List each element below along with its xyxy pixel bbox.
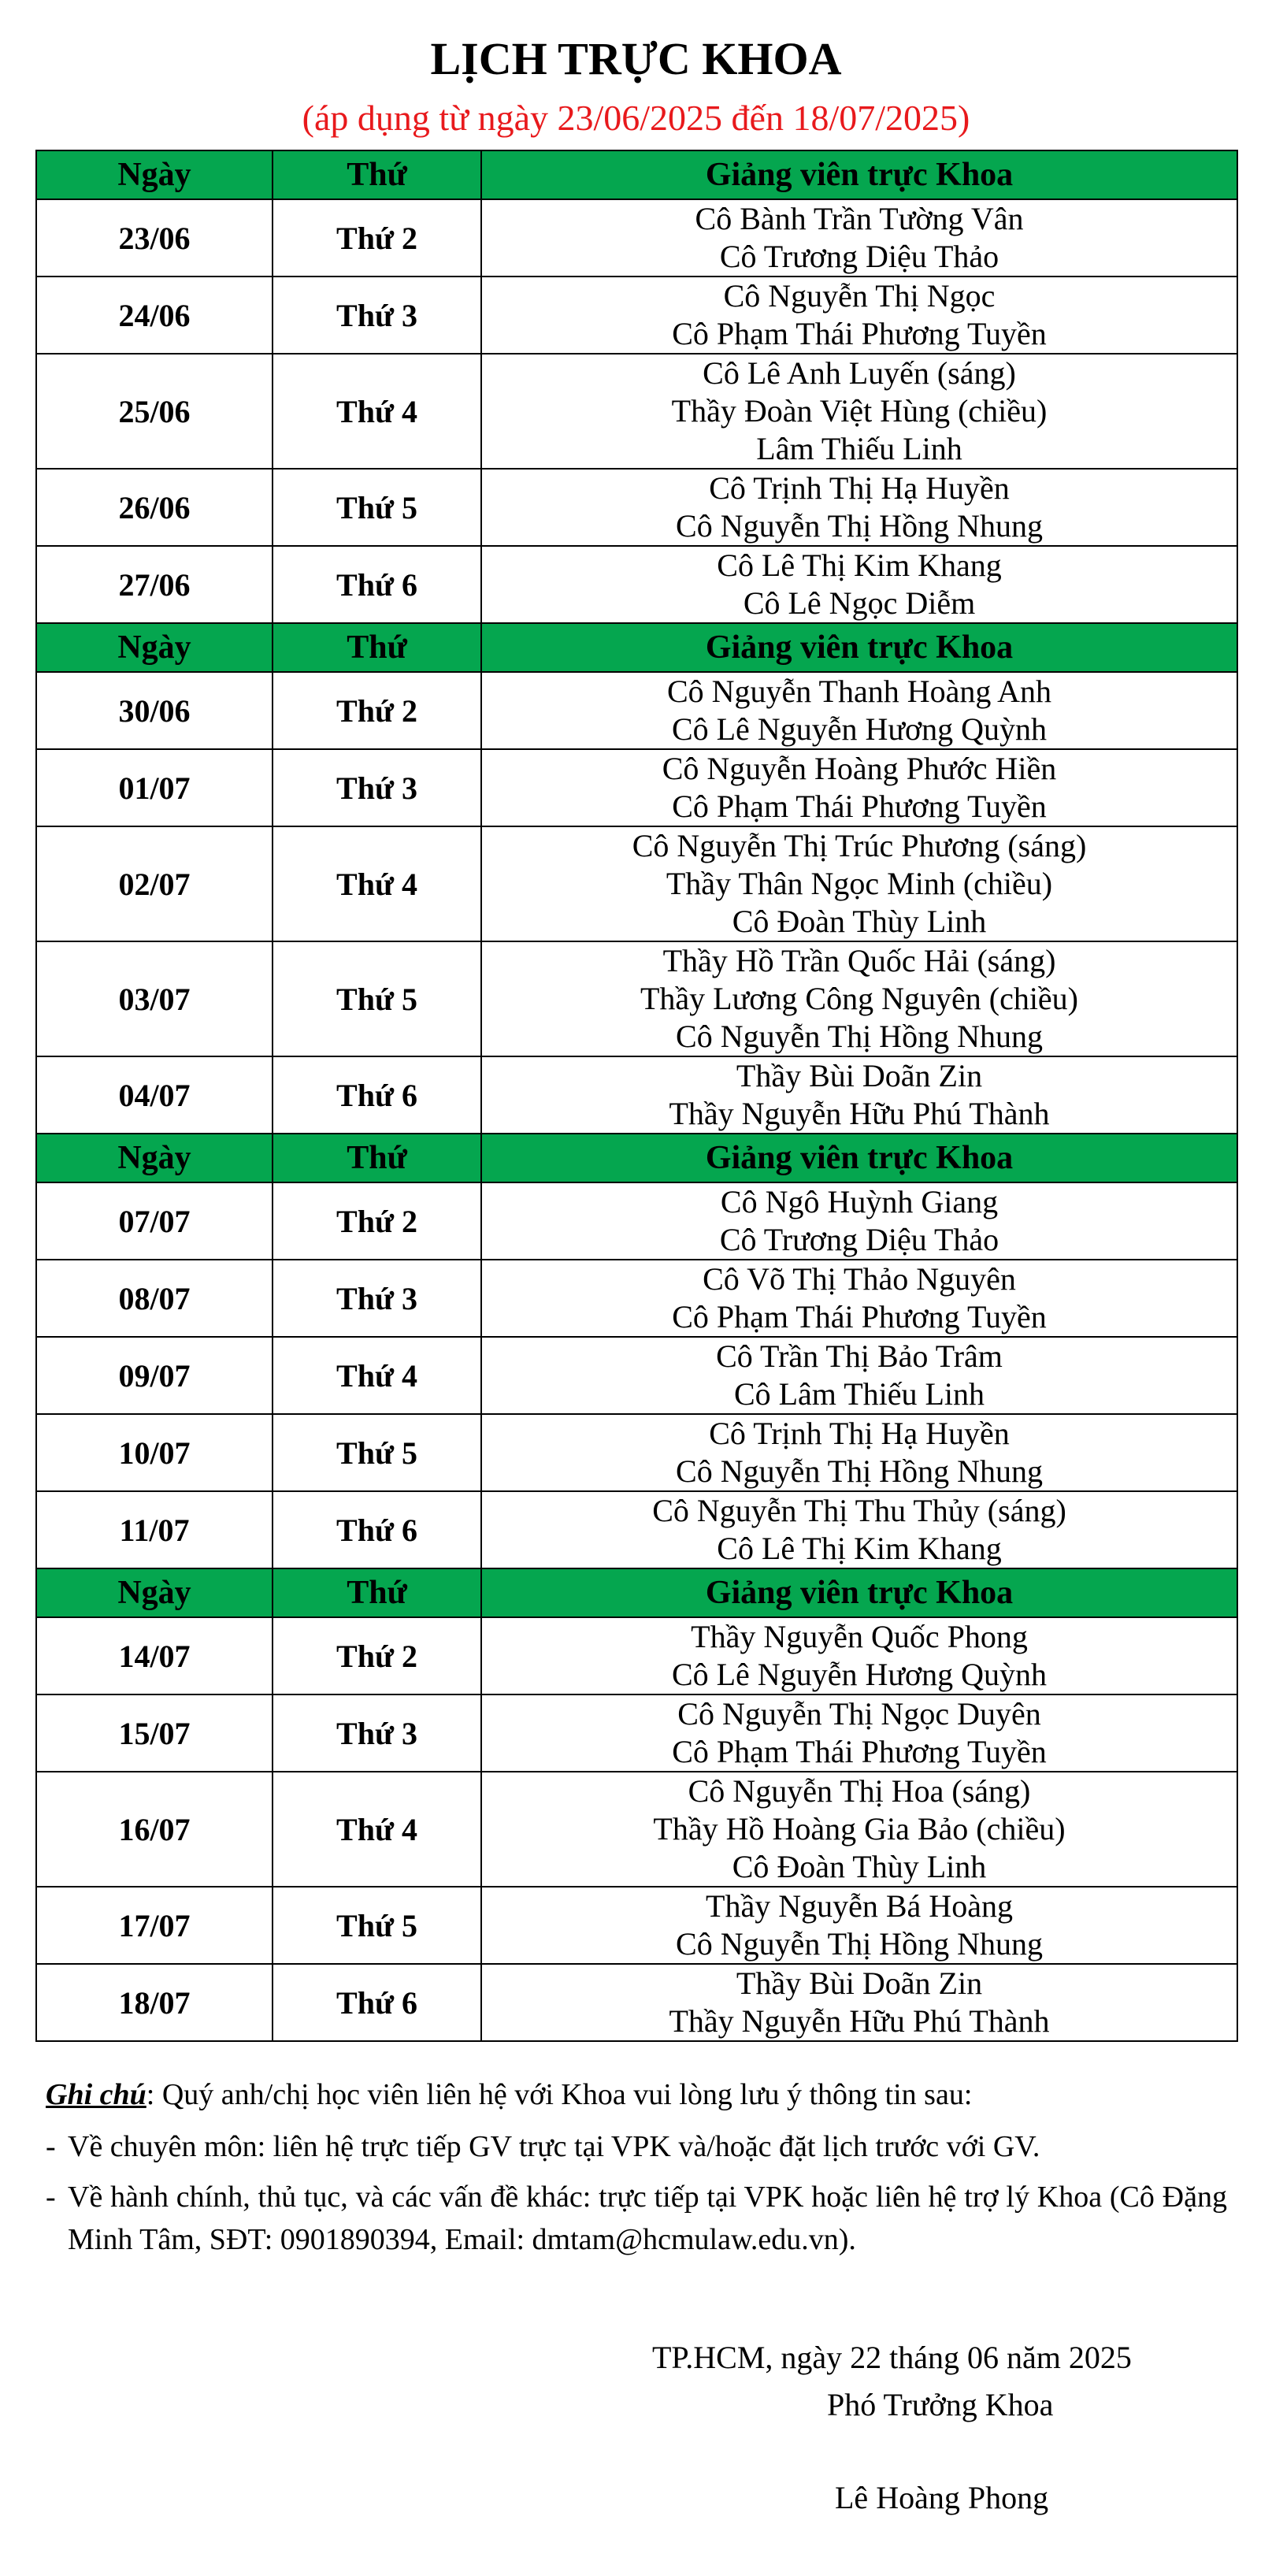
date-cell: 08/07 (36, 1260, 273, 1337)
table-row (36, 1491, 1237, 1568)
table-row (36, 1964, 1237, 2041)
note-item-text: Về hành chính, thủ tục, và các vấn đề khác: trực tiếp tại VPK hoặc liên hệ trợ lý Khoa (Cô Đặng Minh Tâm, SĐT: 0901890394, Email: dmtam@hcmulaw.edu.vn). (68, 2181, 1227, 2256)
lecturers-cell (481, 1887, 1237, 1964)
lecturer-name: Thầy Thân Ngọc Minh (chiều) (666, 866, 1053, 901)
note-item-text: Về chuyên môn: liên hệ trực tiếp GV trực tại VPK và/hoặc đặt lịch trước với GV. (68, 2130, 1040, 2163)
lecturers-cell (481, 546, 1237, 623)
notes-intro-text: : Quý anh/chị học viên liên hệ với Khoa vui lòng lưu ý thông tin sau: (146, 2078, 973, 2111)
table-row (36, 941, 1237, 1056)
table-header-row (36, 623, 1237, 672)
lecturers-cell (481, 1260, 1237, 1337)
lecturer-name: Cô Trịnh Thị Hạ Huyền (709, 1416, 1010, 1451)
date-cell: 23/06 (36, 199, 273, 277)
date-cell: 04/07 (36, 1056, 273, 1134)
day-cell: Thứ 6 (273, 1491, 481, 1568)
table-header-row (36, 150, 1237, 199)
lecturer-name: Cô Lê Nguyễn Hương Quỳnh (671, 711, 1048, 747)
lecturer-name: Cô Trương Diệu Thảo (719, 239, 999, 274)
day-cell: Thứ 3 (273, 1260, 481, 1337)
lecturer-name: Cô Nguyễn Thị Hồng Nhung (676, 1453, 1043, 1489)
lecturers-cell (481, 277, 1237, 354)
lecturer-name: Cô Phạm Thái Phương Tuyền (672, 1299, 1047, 1334)
day-cell: Thứ 4 (273, 1337, 481, 1414)
table-row (36, 672, 1237, 749)
table-row (36, 1337, 1237, 1414)
day-cell: Thứ 2 (273, 199, 481, 277)
date-cell: 03/07 (36, 941, 273, 1056)
document-title: LỊCH TRỰC KHOA (430, 33, 842, 84)
lecturer-name: Cô Nguyễn Thị Hoa (sáng) (688, 1773, 1031, 1809)
table-row (36, 1887, 1237, 1964)
lecturer-name: Cô Lê Thị Kim Khang (717, 547, 1002, 583)
lecturers-cell (481, 199, 1237, 277)
lecturer-name: Cô Lê Ngọc Diễm (743, 585, 976, 621)
day-cell: Thứ 4 (273, 1772, 481, 1887)
table-row (36, 199, 1237, 277)
lecturer-name: Cô Phạm Thái Phương Tuyền (672, 789, 1047, 824)
lecturer-name: Cô Đoàn Thùy Linh (732, 904, 987, 939)
date-cell: 24/06 (36, 277, 273, 354)
lecturer-name: Cô Nguyễn Thị Trúc Phương (sáng) (632, 828, 1087, 863)
header-date: Ngày (36, 150, 273, 199)
table-header-row (36, 1134, 1237, 1182)
date-cell: 01/07 (36, 749, 273, 826)
lecturers-cell (481, 1182, 1237, 1260)
lecturer-name: Cô Lê Anh Luyến (sáng) (703, 355, 1016, 391)
lecturer-name: Cô Nguyễn Thị Hồng Nhung (676, 1926, 1043, 1962)
lecturer-name: Thầy Nguyễn Bá Hoàng (706, 1888, 1013, 1924)
day-cell: Thứ 5 (273, 1414, 481, 1491)
lecturer-name: Cô Nguyễn Thị Thu Thủy (sáng) (652, 1493, 1066, 1528)
date-cell: 02/07 (36, 826, 273, 941)
lecturer-name: Thầy Lương Công Nguyên (chiều) (640, 981, 1079, 1016)
lecturers-cell (481, 1694, 1237, 1772)
lecturer-name: Cô Nguyễn Hoàng Phước Hiền (662, 751, 1057, 786)
lecturer-name: Thầy Hồ Trần Quốc Hải (sáng) (662, 943, 1056, 978)
lecturer-name: Cô Phạm Thái Phương Tuyền (672, 1734, 1047, 1769)
table-row (36, 469, 1237, 546)
lecturer-name: Cô Nguyễn Thị Ngọc Duyên (677, 1696, 1041, 1732)
lecturer-name: Cô Trương Diệu Thảo (719, 1222, 999, 1257)
notes-label: Ghi chú (46, 2078, 146, 2111)
date-cell: 10/07 (36, 1414, 273, 1491)
note-item: - Về chuyên môn: liên hệ trực tiếp GV trực tại VPK và/hoặc đặt lịch trước với GV. (46, 2125, 1227, 2168)
lecturer-name: Thầy Hồ Hoàng Gia Bảo (chiều) (653, 1811, 1066, 1847)
lecturers-cell (481, 354, 1237, 469)
lecturer-name: Cô Nguyễn Thị Hồng Nhung (676, 1019, 1043, 1054)
date-cell: 07/07 (36, 1182, 273, 1260)
note-item: - Về hành chính, thủ tục, và các vấn đề khác: trực tiếp tại VPK hoặc liên hệ trợ lý Khoa (Cô Đặng Minh Tâm, SĐT: 0901890394, Email: dmtam@hcmulaw.edu.vn). (46, 2176, 1227, 2261)
lecturer-name: Cô Ngô Huỳnh Giang (720, 1184, 999, 1219)
header-lecturers: Giảng viên trực Khoa (481, 1134, 1237, 1182)
header-date: Ngày (36, 623, 273, 672)
table-row (36, 826, 1237, 941)
lecturer-name: Cô Phạm Thái Phương Tuyền (672, 316, 1047, 351)
day-cell: Thứ 5 (273, 469, 481, 546)
lecturers-cell (481, 1337, 1237, 1414)
lecturers-cell (481, 1414, 1237, 1491)
header-date: Ngày (36, 1568, 273, 1617)
lecturers-cell (481, 1491, 1237, 1568)
table-row (36, 354, 1237, 469)
date-cell: 16/07 (36, 1772, 273, 1887)
table-row (36, 1056, 1237, 1134)
day-cell: Thứ 3 (273, 749, 481, 826)
day-cell: Thứ 3 (273, 277, 481, 354)
notes-intro (46, 2073, 1227, 2116)
lecturers-cell (481, 1617, 1237, 1694)
lecturers-cell (481, 1964, 1237, 2041)
date-cell: 11/07 (36, 1491, 273, 1568)
date-cell: 26/06 (36, 469, 273, 546)
lecturer-name: Cô Lâm Thiếu Linh (733, 1376, 985, 1412)
lecturers-cell (481, 826, 1237, 941)
date-cell: 18/07 (36, 1964, 273, 2041)
lecturer-name: Cô Đoàn Thùy Linh (732, 1849, 987, 1884)
header-lecturers: Giảng viên trực Khoa (481, 623, 1237, 672)
header-day: Thứ (273, 1568, 481, 1617)
header-lecturers: Giảng viên trực Khoa (481, 1568, 1237, 1617)
lecturer-name: Cô Nguyễn Thanh Hoàng Anh (666, 674, 1052, 709)
day-cell: Thứ 6 (273, 546, 481, 623)
table-row (36, 277, 1237, 354)
lecturer-name: Cô Trịnh Thị Hạ Huyền (709, 470, 1010, 506)
table-row (36, 1414, 1237, 1491)
day-cell: Thứ 4 (273, 354, 481, 469)
table-row (36, 1772, 1237, 1887)
day-cell: Thứ 6 (273, 1964, 481, 2041)
lecturer-name: Cô Lê Thị Kim Khang (717, 1531, 1002, 1566)
lecturer-name: Cô Võ Thị Thảo Nguyên (703, 1261, 1016, 1297)
document-subtitle: (áp dụng từ ngày 23/06/2025 đến 18/07/2025) (302, 98, 970, 138)
lecturer-name: Lâm Thiếu Linh (756, 431, 962, 466)
date-cell: 30/06 (36, 672, 273, 749)
table-row (36, 749, 1237, 826)
date-cell: 25/06 (36, 354, 273, 469)
day-cell: Thứ 2 (273, 1617, 481, 1694)
lecturers-cell (481, 672, 1237, 749)
lecturer-name: Thầy Bùi Doãn Zin (736, 1058, 983, 1093)
lecturer-name: Thầy Đoàn Việt Hùng (chiều) (671, 393, 1048, 429)
lecturer-name: Cô Nguyễn Thị Ngọc (723, 278, 996, 314)
table-row (36, 1260, 1237, 1337)
day-cell: Thứ 5 (273, 1887, 481, 1964)
lecturer-name: Cô Nguyễn Thị Hồng Nhung (676, 508, 1043, 544)
day-cell: Thứ 4 (273, 826, 481, 941)
lecturer-name: Thầy Nguyễn Hữu Phú Thành (669, 1096, 1050, 1131)
day-cell: Thứ 2 (273, 1182, 481, 1260)
header-day: Thứ (273, 1134, 481, 1182)
day-cell: Thứ 6 (273, 1056, 481, 1134)
notes-section (46, 2073, 1227, 2261)
day-cell: Thứ 5 (273, 941, 481, 1056)
signature-place-date: TP.HCM, ngày 22 tháng 06 năm 2025 (652, 2340, 1132, 2375)
schedule-body (36, 150, 1237, 2041)
table-row (36, 546, 1237, 623)
lecturer-name: Thầy Bùi Doãn Zin (736, 1965, 983, 2001)
lecturer-name: Thầy Nguyễn Hữu Phú Thành (669, 2003, 1050, 2039)
table-row (36, 1182, 1237, 1260)
header-day: Thứ (273, 623, 481, 672)
lecturers-cell (481, 1772, 1237, 1887)
lecturer-name: Thầy Nguyễn Quốc Phong (691, 1619, 1028, 1654)
date-cell: 17/07 (36, 1887, 273, 1964)
date-cell: 09/07 (36, 1337, 273, 1414)
day-cell: Thứ 3 (273, 1694, 481, 1772)
header-date: Ngày (36, 1134, 273, 1182)
lecturer-name: Cô Lê Nguyễn Hương Quỳnh (671, 1657, 1048, 1692)
table-row (36, 1694, 1237, 1772)
lecturer-name: Cô Trần Thị Bảo Trâm (716, 1338, 1003, 1374)
table-header-row (36, 1568, 1237, 1617)
day-cell: Thứ 2 (273, 672, 481, 749)
header-lecturers: Giảng viên trực Khoa (481, 150, 1237, 199)
duty-schedule-table (35, 150, 1238, 2042)
lecturers-cell (481, 469, 1237, 546)
table-row (36, 1617, 1237, 1694)
date-cell: 15/07 (36, 1694, 273, 1772)
signature-name: Lê Hoàng Phong (835, 2480, 1049, 2515)
lecturers-cell (481, 749, 1237, 826)
date-cell: 27/06 (36, 546, 273, 623)
header-day: Thứ (273, 150, 481, 199)
lecturers-cell (481, 1056, 1237, 1134)
signature-position: Phó Trưởng Khoa (827, 2387, 1054, 2422)
lecturer-name: Cô Bành Trần Tường Vân (695, 201, 1024, 236)
lecturers-cell (481, 941, 1237, 1056)
date-cell: 14/07 (36, 1617, 273, 1694)
